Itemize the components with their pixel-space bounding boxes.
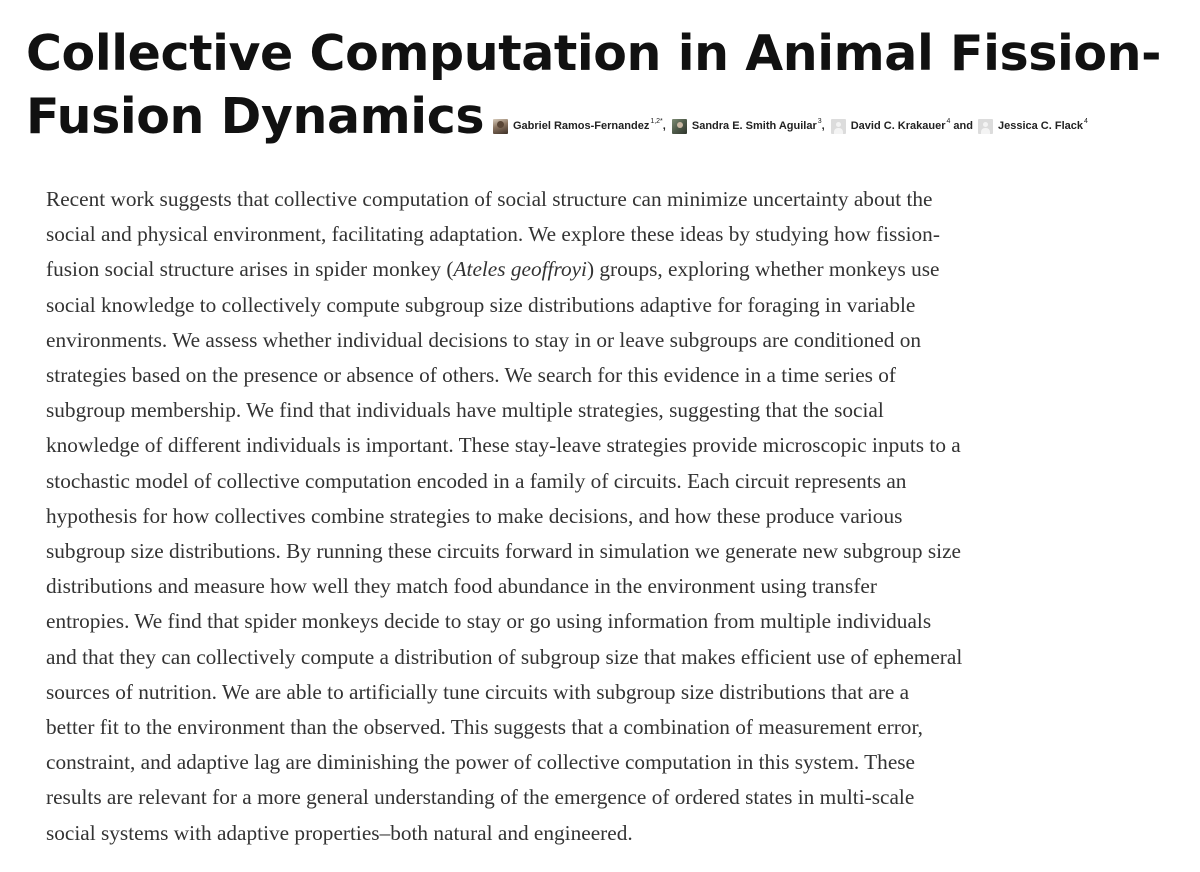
author-smith-aguilar[interactable]: Sandra E. Smith Aguilar $^3$ ,	[672, 119, 831, 134]
abstract-text-span: ) groups, exploring whether monkeys use	[586, 257, 940, 282]
abstract-line: social knowledge to collectively compute subgroup size distributions adaptive for foraging in variable	[46, 292, 916, 317]
user-placeholder-icon	[831, 119, 846, 134]
species-name: Ateles geoffroyi	[453, 257, 587, 282]
title-line: Fusion Dynamics	[26, 88, 485, 145]
abstract-line: entropies. We find that spider monkeys decide to stay or go using information from multiple individuals	[46, 609, 932, 634]
abstract-line: results are relevant for a more general understanding of the emergence of ordered states in multi-scale	[46, 785, 915, 810]
author-flack[interactable]: Jessica C. Flack $^4$	[978, 119, 1088, 134]
abstract-text-span: fusion social structure arises in spider monkey (	[46, 257, 454, 282]
abstract-line: subgroup size distributions. By running these circuits forward in simulation we generate new subgroup size	[46, 539, 961, 564]
abstract-line: subgroup membership. We find that individuals have multiple strategies, suggesting that the social	[46, 398, 884, 423]
author-photo-icon	[493, 119, 508, 134]
abstract-line: sources of nutrition. We are able to artificially tune circuits with subgroup size distributions that are a	[46, 679, 910, 704]
author-photo-icon	[672, 119, 687, 134]
abstract-line: knowledge of different individuals is important. These stay-leave strategies provide microscopic inputs to a	[46, 433, 961, 458]
author-name[interactable]: Jessica C. Flack	[997, 120, 1083, 132]
abstract-line: distributions and measure how well they match food abundance in the environment using transfer	[46, 574, 877, 599]
author-name[interactable]: Sandra E. Smith Aguilar	[691, 120, 817, 132]
abstract-line: hypothesis for how collectives combine strategies to make decisions, and how these produce various	[46, 503, 903, 528]
author-name[interactable]: David C. Krakauer	[850, 120, 946, 132]
abstract-line: strategies based on the presence or absence of others. We search for this evidence in a time series of	[46, 363, 897, 388]
abstract-line: stochastic model of collective computation encoded in a family of circuits. Each circuit represents an	[46, 468, 907, 493]
author-separator: and	[953, 120, 973, 132]
author-ramos-fernandez[interactable]: Gabriel Ramos-Fernandez $^{1,2*}$ ,	[493, 119, 672, 134]
abstract-line	[46, 252, 1176, 287]
author-name[interactable]: Gabriel Ramos-Fernandez	[513, 120, 650, 132]
user-placeholder-icon	[978, 119, 993, 134]
author-list	[493, 116, 1088, 136]
abstract-line: social systems with adaptive properties–both natural and engineered.	[46, 820, 633, 845]
abstract-line: better fit to the environment than the observed. This suggests that a combination of measurement error,	[46, 715, 924, 740]
abstract-line: constraint, and adaptive lag are diminishing the power of collective computation in this system. These	[46, 750, 916, 775]
author-separator: ,	[662, 120, 666, 132]
abstract-text	[46, 182, 1176, 851]
abstract-line: and that they can collectively compute a distribution of subgroup size that makes efficient use of ephemeral	[46, 644, 963, 669]
abstract-line: environments. We assess whether individual decisions to stay in or leave subgroups are conditioned on	[46, 327, 922, 352]
abstract-line: social and physical environment, facilitating adaptation. We explore these ideas by studying how fission-	[46, 222, 940, 247]
title-line: Collective Computation in Animal Fission-	[26, 25, 1162, 82]
abstract-line: Recent work suggests that collective computation of social structure can minimize uncertainty about the	[46, 187, 933, 211]
author-krakauer[interactable]: David C. Krakauer $^4$ and	[831, 119, 978, 134]
author-separator: ,	[821, 120, 825, 132]
